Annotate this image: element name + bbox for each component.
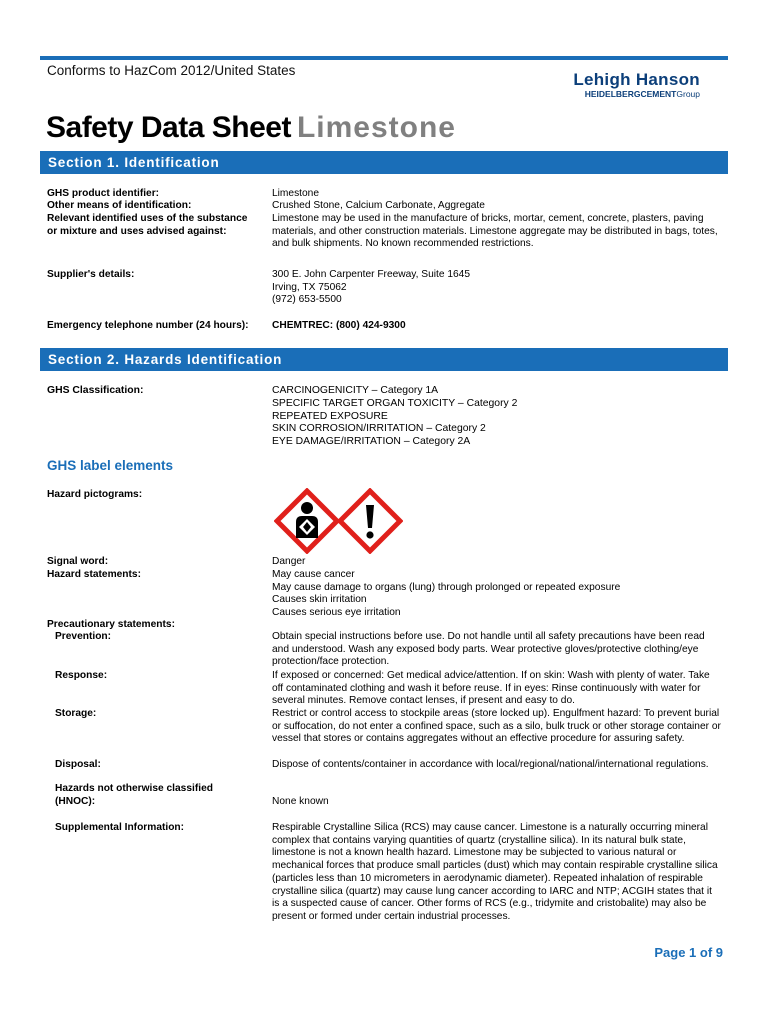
label-line: (HNOC): [55, 795, 96, 807]
document-title [46, 108, 456, 148]
label [47, 213, 262, 238]
label: Supplemental Information: [55, 822, 185, 833]
classification-item: EYE DAMAGE/IRRITATION – Category 2A [272, 436, 471, 448]
value: Obtain special instructions before use. Do not handle until all safety precautions have been read and understood. Wash any exposed body parts. Wear protective gloves/protective clothing/eye protection/face protection. [272, 631, 705, 668]
label: Disposal: [55, 759, 101, 770]
value: Crushed Stone, Calcium Carbonate, Aggregate [272, 200, 485, 211]
logo-parent-bold: HEIDELBERGCEMENT [584, 89, 677, 99]
logo-parent-rest: Group [676, 89, 700, 99]
label: GHS Classification: [47, 385, 144, 396]
title-product: Limestone [296, 111, 456, 144]
value: Dispose of contents/container in accordance with local/regional/national/international regulations. [272, 759, 709, 770]
label: Hazard pictograms: [47, 489, 143, 500]
value [272, 385, 722, 449]
section-2-heading: Section 2. Hazards Identification [40, 348, 728, 371]
label: Response: [55, 670, 108, 681]
supplier-phone: (972) 653-5500 [272, 294, 342, 306]
hazard-statement: May cause damage to organs (lung) through prolonged or repeated exposure [272, 581, 621, 593]
value: Restrict or control access to stockpile areas (store locked up). Engulfment hazard: To prevent burial or suffocation, do not enter a confined space, such as a silo, bulk truck or other storage container or vessel that stores or contains aggregates without an effective procedure for assuring safety. [272, 708, 721, 745]
label: Signal word: [47, 556, 109, 567]
label-line: Hazards not otherwise classified [55, 783, 213, 794]
label: Other means of identification: [47, 200, 192, 211]
label: Hazard statements: [47, 569, 141, 580]
value [272, 269, 722, 307]
supplier-city: Irving, TX 75062 [272, 281, 347, 293]
exclamation-mark-icon [337, 488, 403, 559]
label: Storage: [55, 708, 97, 719]
hazard-statement: Causes serious eye irritation [272, 607, 401, 619]
classification-item: SPECIFIC TARGET ORGAN TOXICITY – Category 2 [272, 397, 518, 409]
value: None known [272, 796, 329, 807]
classification-item: SKIN CORROSION/IRRITATION – Category 2 [272, 423, 486, 435]
label-line: Relevant identified uses of the substance [47, 213, 248, 224]
title-main: Safety Data Sheet [46, 111, 291, 144]
logo-parent [560, 89, 700, 99]
logo-name: Lehigh Hanson [573, 70, 700, 89]
hazard-statement: May cause cancer [272, 569, 355, 580]
value: CHEMTREC: (800) 424-9300 [272, 320, 406, 331]
label-line: or mixture and uses advised against: [47, 225, 227, 237]
health-hazard-icon [274, 488, 340, 559]
page-number: Page 1 of 9 [654, 945, 723, 960]
value: If exposed or concerned: Get medical advice/attention. If on skin: Wash with plenty of water. Take off contaminated clothing and wash it before reuse. If in eyes: Rinse continuously with water for several minutes. Remove contact lenses, if present and easy to do. [272, 670, 710, 707]
label: Emergency telephone number (24 hours): [47, 320, 249, 331]
section-1-heading: Section 1. Identification [40, 151, 728, 174]
classification-item: REPEATED EXPOSURE [272, 410, 388, 422]
top-rule [40, 56, 728, 60]
value [272, 569, 722, 620]
value: Limestone may be used in the manufacture of bricks, mortar, cement, concrete, plasters, paving materials, and other construction materials. Limestone aggregate may be distributed in bags, totes, and bulk shipments. No known recommended restrictions. [272, 213, 718, 250]
value: Limestone [272, 188, 320, 199]
label: Prevention: [55, 631, 112, 642]
classification-item: CARCINOGENICITY – Category 1A [272, 385, 439, 396]
label: Precautionary statements: [47, 619, 175, 630]
label: GHS product identifier: [47, 188, 160, 199]
ghs-label-elements-heading: GHS label elements [47, 458, 174, 473]
value: Respirable Crystalline Silica (RCS) may cause cancer. Limestone is a naturally occurring mineral complex that contains varying quantities of quartz (crystalline silica). In its natural bulk state, limestone is not a known health hazard. Limestone may be subjected to various natural or mechanical forces that produce small particles (dust) which may contain respirable crystalline silica (particles less than 10 micrometers in aerodynamic diameter). Repeated inhalation of respirable crystalline silica (quartz) may cause lung cancer according to IARC and NTP; ACGIH states that it is a suspected cause of cancer. Other forms of RCS (e.g., tridymite and cristobalite) may also be present or formed under certain industrial processes. [272, 822, 718, 922]
company-logo [560, 71, 700, 99]
value: Danger [272, 556, 306, 567]
label: Supplier's details: [47, 269, 135, 280]
label [55, 783, 270, 808]
supplier-address: 300 E. John Carpenter Freeway, Suite 1645 [272, 269, 471, 280]
conformance-note: Conforms to HazCom 2012/United States [47, 63, 296, 78]
hazard-statement: Causes skin irritation [272, 594, 367, 606]
